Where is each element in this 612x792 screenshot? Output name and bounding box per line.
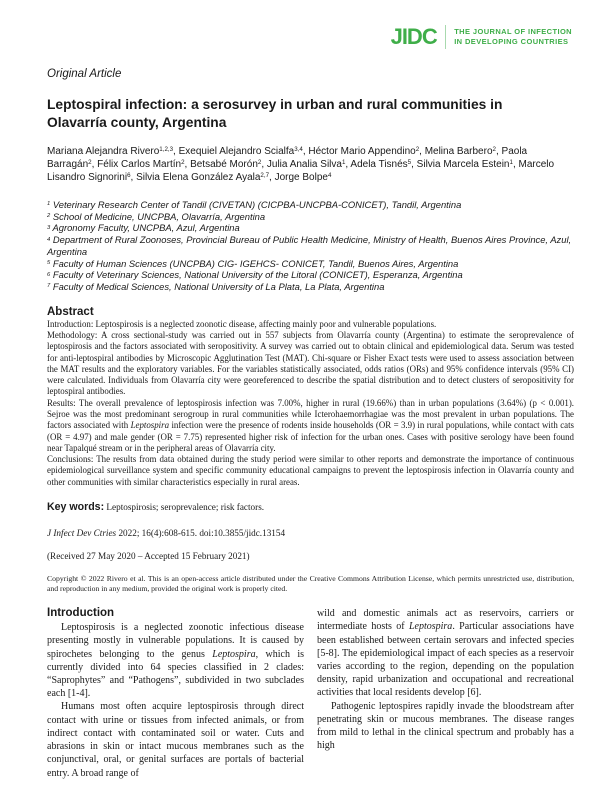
keywords-text: Leptospirosis; seroprevalence; risk factors. (104, 502, 265, 513)
introduction-heading: Introduction (47, 607, 115, 620)
affiliation: $^2$ School of Medicine, UNCPBA, Olavarría, Argentina (47, 210, 266, 222)
jidc-tagline-line2: IN DEVELOPING COUNTRIES (454, 37, 569, 46)
right-column (317, 607, 574, 779)
paragraph: Humans most often acquire leptospirosis through direct contact with urine or tissues from infected animals, or from indirect contact with contaminated soil or water. Cuts and abrasions in skin or intact mucous membranes such as the conjunctival, oral, or genital surfaces are portals of bacterial entry. A broad range of (47, 701, 304, 779)
paragraph: Leptospirosis is a neglected zoonotic infectious disease presenting mostly in vulnerable populations. It is caused by spirochetes belonging to the genus Leptospira, which is currently divided into 64 species classified in 2 clades: “Saprophytes” and “Pathogens”, subdivided in two subclades each [1-4]. (47, 622, 304, 700)
author-list: Mariana Alejandra Rivero$^{1,2,3}$, Exequiel Alejandro Scialfa$^{3,4}$, Héctor Mario Appendino$^2$, Melina Barbero$^2$, Paola Barragán$^2$, Félix Carlos Martín$^2$, Betsabé Morón$^2$, Julia Analia Silva$^1$, Adela Tisnés$^5$, Silvia Marcela Estein$^1$, Marcelo Lisandro Signorini$^6$, Silvia Elena González Ayala$^{2,7}$, Jorge Bolpe$^4$ (47, 146, 555, 183)
affiliation: $^5$ Faculty of Human Sciences (UNCPBA) CIG- IGEHCS- CONICET, Tandil, Buenos Aires, Argentina (47, 257, 459, 269)
paragraph: Conclusions: The results from data obtained during the study period were similar to other reports and demonstrate the importance of continuous epidemiological surveillance system and specific community educational campaigns to prevent the leptospirosis infection in Olavarría county and other communities with similar characteristics especially in rural areas. (47, 454, 574, 487)
jidc-logo-tagline (454, 27, 572, 47)
affiliation-list (47, 199, 574, 293)
affiliation: $^4$ Department of Rural Zoonoses, Provincial Bureau of Public Health Medicine, Ministry of Health, Buenos Aires Province, Azul, Argentina (47, 234, 572, 257)
abstract-body (47, 319, 574, 488)
copyright-notice: Copyright © 2022 Rivero et al. This is an open-access article distributed under the Creative Commons Attribution License, which permits unrestricted use, distribution, and reproduction in any medium, provided the original work is properly cited. (47, 574, 574, 593)
affiliation: $^1$ Veterinary Research Center of Tandil (CIVETAN) (CICPBA-UNCPBA-CONICET), Tandil, Argentina (47, 199, 462, 210)
article-type-label: Original Article (47, 68, 122, 80)
citation-line: J Infect Dev Ctries 2022; 16(4):608-615. doi:10.3855/jidc.13154 (47, 528, 286, 539)
right-column-text (317, 607, 574, 752)
paragraph: Results: The overall prevalence of leptospirosis infection was 7.00%, higher in rural (19.66%) than in urban populations (3.64%) (p < 0.001). Sejroe was the most predominant serogroup in rural communities while Icterohaemorrhagiae was the most prevalent in urban populations. The factors associated with Leptospira infection were the presence of rodents inside households (OR = 3.9) in rural populations, while contact with cats (OR = 4.97) and male gender (OR = 7.75) represented higher risk of infection for the urban ones. Cases with positive serology have been found near Tapalqué stream or in the peripheral areas of Olavarría city. (47, 397, 574, 453)
affiliation: $^7$ Faculty of Medical Sciences, National University of La Plata, La Plata, Argentina (47, 280, 385, 292)
abstract-heading: Abstract (47, 305, 94, 318)
paragraph: Introduction: Leptospirosis is a neglected zoonotic disease, affecting mainly poor and vulnerable populations. (47, 318, 437, 329)
affiliation: $^6$ Faculty of Veterinary Sciences, National University of the Litoral (CONICET), Esperanza, Argentina (47, 269, 463, 281)
keywords-line (47, 501, 574, 513)
jidc-logo (391, 24, 572, 50)
paragraph: Methodology: A cross sectional-study was carried out in 557 subjects from Olavarría county (Argentina) to estimate the seroprevalence of leptospirosis and the factors associated with seropositivity. A survey was carried out to obtain clinical and epidemiological data. Serum was tested for anti-leptospiral antibodies by Microscopic Agglutination Test (MAT). Chi-square or Fisher Exact tests were used to assess association between the MAT results and the exploratory variables. For the variables statistically associated, odds ratios (ORs) and 95% confidence intervals (95% CI) were calculated. Individuals from Olavarría city were georeferenced to describe the spatial distribution and to detect clusters of seropositivity for leptospiral antibodies. (47, 329, 574, 397)
paragraph: Pathogenic leptospires rapidly invade the bloodstream after penetrating skin or mucous membranes. The disease ranges from mild to lethal in the clinical spectrum and probably has a high (317, 700, 574, 752)
article-title: Leptospiral infection: a serosurvey in urban and rural communities in Olavarría county, Argentina (47, 97, 503, 130)
affiliation: $^3$ Agronomy Faculty, UNCPBA, Azul, Argentina (47, 222, 240, 234)
logo-divider (445, 25, 447, 49)
body-columns (47, 607, 574, 779)
left-column (47, 607, 304, 779)
page-header (47, 24, 574, 64)
paragraph: wild and domestic animals act as reservoirs, carriers or intermediate hosts of Leptospira. Particular associations have been established between certain serovars and infected species [5-8]. The epidemiological impact of each species as a reservoir varies according to the region, depending on the population density, rapid urbanization and occupational and recreational activities that local residents develop [6]. (317, 608, 574, 699)
keywords-label: Key words: (47, 501, 105, 514)
received-accepted-line: (Received 27 May 2020 – Accepted 15 February 2021) (47, 551, 250, 562)
left-column-text (47, 621, 304, 779)
jidc-tagline-line1: THE JOURNAL OF INFECTION (454, 27, 572, 36)
jidc-logo-acronym: JIDC (390, 24, 437, 49)
